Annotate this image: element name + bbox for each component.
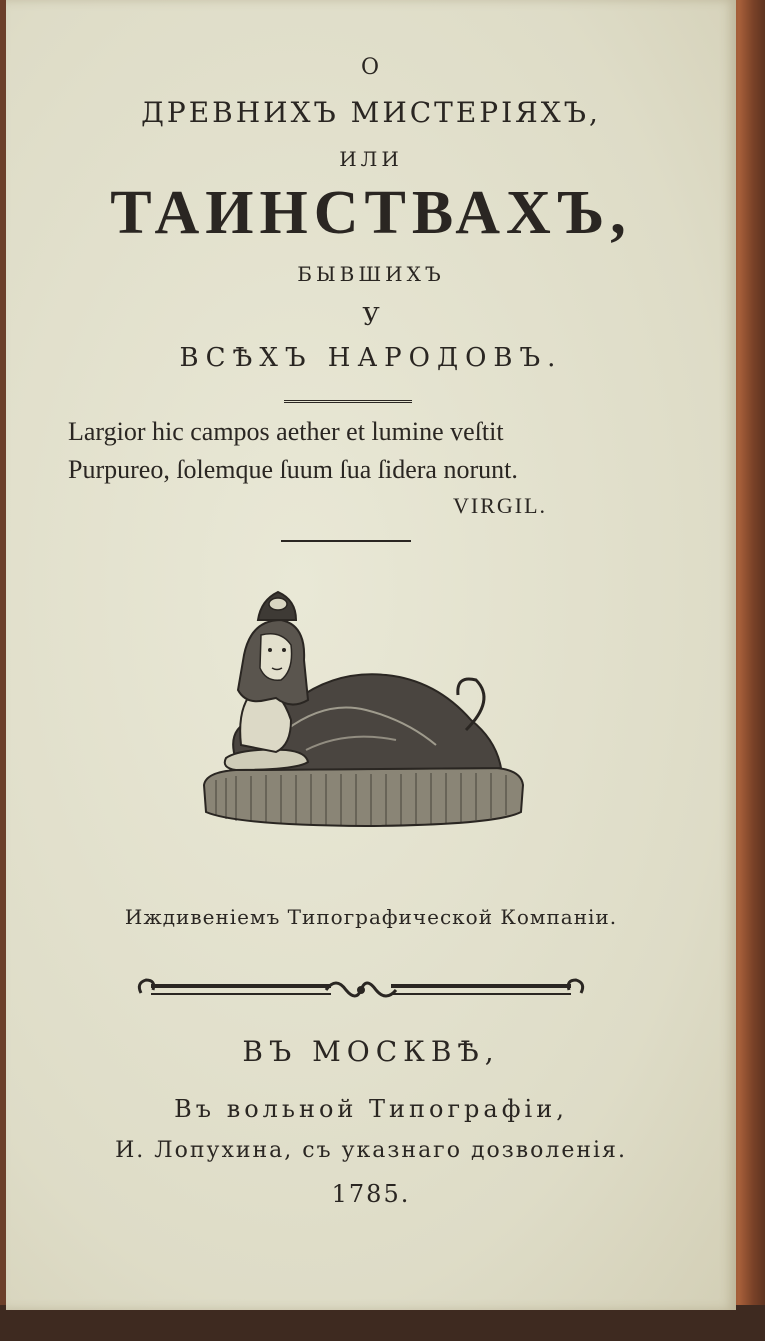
imprint-year: 1785. [331,1180,411,1208]
epigraph-author: VIRGIL. [453,493,548,518]
divider-rule [284,400,412,405]
imprint-city: ВЪ МОСКВѢ, [242,1035,500,1068]
title-line-narody: ВСѢХЪ НАРОДОВЪ. [179,343,563,373]
imprint-press: Въ вольной Типографіи, [174,1095,568,1123]
sphinx-engraving-icon [196,580,531,830]
title-line-ili: ИЛИ [339,147,403,171]
title-line-u: У [362,303,380,331]
ornamental-divider-icon [131,968,591,1008]
divider-rule [281,540,411,542]
publisher-line: Иждивеніемъ Типографической Компаніи. [124,905,618,929]
title-page [6,0,736,1310]
epigraph-line: Purpureo, ſolemque ſuum ſua ſidera norunt. [68,455,518,484]
title-line-byvshikh: БЫВШИХЪ [297,262,445,286]
epigraph-line: Largior hic campos aether et lumine veſtit [68,417,504,446]
imprint-license: И. Лопухина, съ указнаго дозволенія. [115,1138,627,1163]
main-title: ТАИНСТВАХЪ, [110,179,632,247]
title-line-mysteries: ДРЕВНИХЪ МИСТЕРІЯХЪ, [141,96,601,129]
title-line-o: О [360,55,382,80]
table-shadow [0,1305,765,1341]
